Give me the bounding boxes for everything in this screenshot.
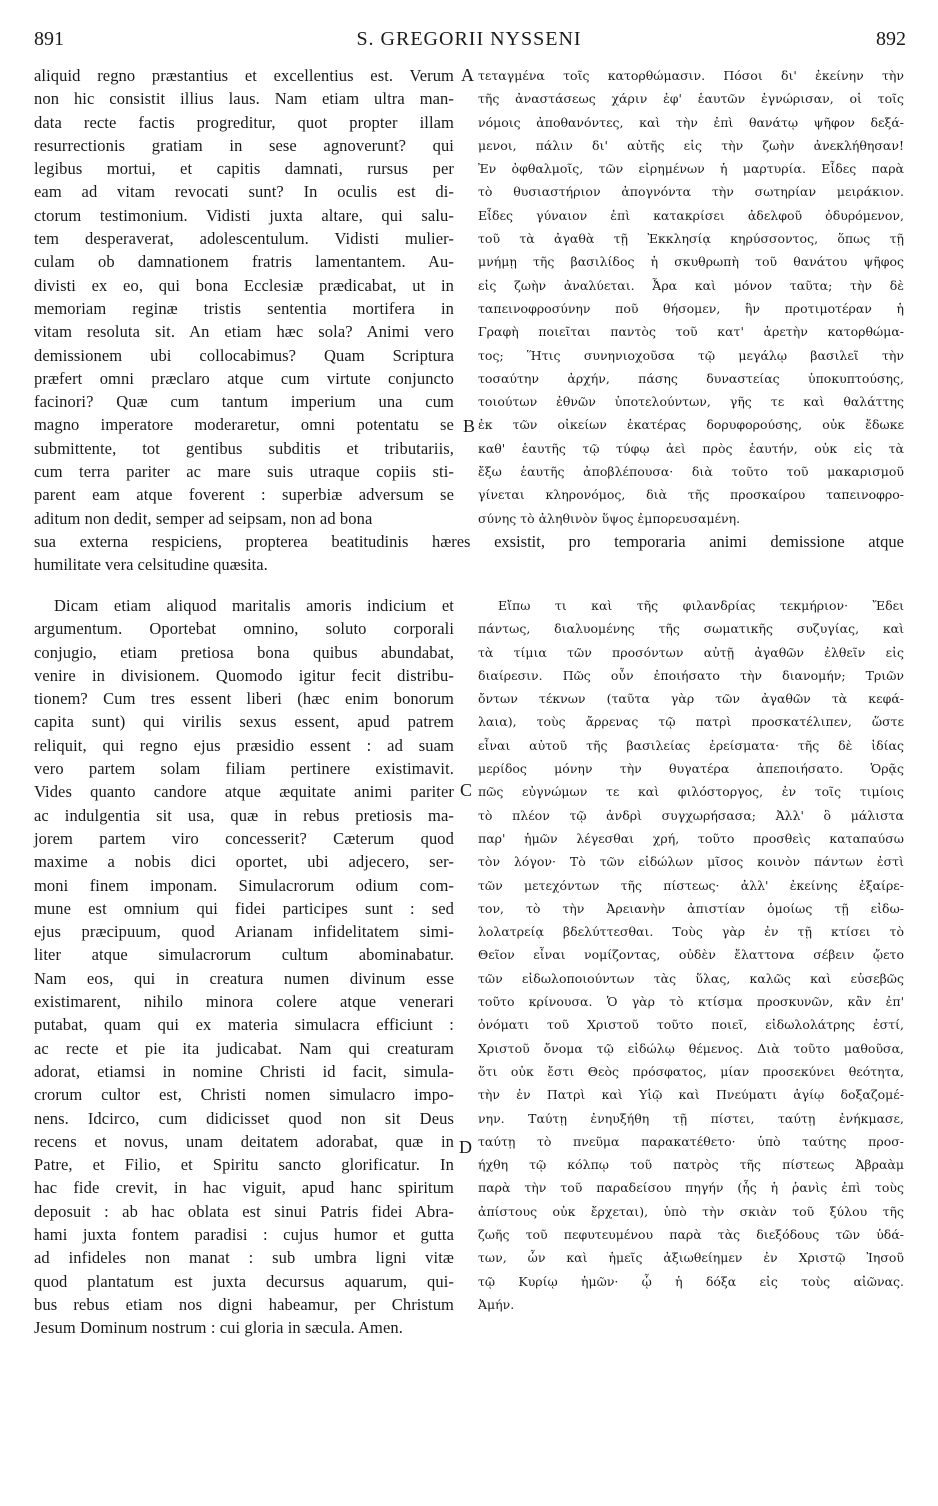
text-line: τὸ πλέον τῷ ἀνδρὶ συγχωρήσασα; Ἀλλ' ὃ μάλιστα (478, 807, 904, 823)
text-line: aditum non dedit, semper ad seipsam, non ad bona (34, 508, 373, 528)
text-line: ac indulgentia sit usa, quæ in rebus pretiosis ma- (34, 805, 454, 825)
greek-column-block-1 (478, 64, 904, 530)
text-line: tem desperaverat, adolescentulum. Vidisti mulier- (34, 229, 454, 249)
text-line: reliquit, qui regno ejus præsidio essent : ad suam (34, 735, 454, 755)
text-line: τος; Ἥτις συνηνιοχοῦσα τῷ μεγάλῳ βασιλεῖ τὴν (478, 347, 904, 363)
text-line: των, ὧν καὶ ἡμεῖς ἀξιωθείημεν ἐν Χριστῷ Ἰησοῦ (478, 1250, 904, 1266)
text-line: non hic consistit illius laus. Nam etiam ultra man- (34, 89, 454, 109)
text-line: Dicam etiam aliquod maritalis amoris indicium et (54, 596, 454, 615)
text-line: ταπεινοφροσύνην ποῦ θήσομεν, ἣν προτιμοτέραν ἡ (478, 300, 904, 316)
spanning-line: humilitate vera celsitudine quæsita. (34, 555, 268, 575)
text-line: magno imperatore moderaretur, omni potentatu se (34, 415, 454, 435)
text-line: memoriam reginæ tristis sententia mortifera in (34, 298, 454, 318)
text-line: moni finem imponam. Simulacrorum odium com- (34, 875, 454, 895)
text-line: hac fide crevit, in hac viguit, apud hanc spiritum (34, 1178, 454, 1198)
text-line: liter atque simulacrorum cultum abominabatur. (34, 945, 454, 965)
text-line: καθ' ἑαυτῆς τῷ τύφῳ ἀεὶ πρὸς ἑαυτήν, οὐκ εἰς τὰ (478, 440, 904, 456)
text-line: ὅτι οὐκ ἔστι Θεὸς πρόσφατος, μίαν προσεκύνει θεότητα, (478, 1063, 904, 1079)
running-title: S. GREGORII NYSSENI (356, 28, 582, 50)
text-line: data recte factis progreditur, quot propter illam (34, 112, 454, 132)
text-line: μνήμῃ τῆς βασιλίδος ἡ σκυθρωπὴ τοῦ θανάτου ψῆφος (478, 254, 904, 270)
section-marker-a: A (461, 65, 474, 85)
text-line: submittente, tot gentibus subditis et tributariis, (34, 438, 454, 458)
text-line: τον, τὸ τὴν Ἀρειανὴν ἀπιστίαν ὁμοίως τῇ εἰδω- (478, 900, 904, 916)
text-line: εἰς ζωὴν ἀναλύεται. Ἆρα καὶ μόνον ταῦτα; τὴν δὲ (478, 277, 904, 293)
section-marker-b: B (463, 416, 476, 436)
text-line: μενοι, πάλιν δι' αὐτῆς εἰς τὴν ζωὴν ἀνεκλήθησαν! (478, 137, 904, 153)
text-line: ὀνόματι τοῦ Χριστοῦ τοῦτο ποιεῖ, εἰδωλολάτρης ἐστί, (478, 1017, 904, 1033)
text-line: διαίρεσιν. Πῶς οὖν ἐποιήσατο τὴν διανομήν; Τριῶν (478, 667, 904, 683)
text-line: πῶς εὐγνώμων τε καὶ φιλόστοργος, ἐν τοῖς τιμίοις (478, 784, 904, 800)
text-line: legibus mortui, et capitis damnati, rursus per (34, 159, 454, 179)
text-line: Nam eos, qui in creatura numen divinum esse (34, 968, 454, 988)
text-line: ταύτῃ τὸ πνεῦμα παρακατέθετο· ὑπὸ ταύτης προσ- (478, 1133, 904, 1149)
text-line: τὰ τίμια τῶν προσόντων αὐτῇ ἀγαθῶν ἐλθεῖν εἰς (478, 644, 904, 660)
text-line: σύνης τὸ ἀληθινὸν ὕψος ἐμπορευσαμένη. (478, 510, 741, 526)
text-line: λαια), τοὺς ἄρρενας τῷ πατρὶ προσκατέλιπεν, ὥστε (478, 714, 904, 730)
text-line: tionem? Cum tres essent liberi (hæc enim bonorum (34, 689, 454, 709)
text-line: recens et novus, unam deitatem adorabat, quæ in (34, 1131, 454, 1151)
text-line: capita sunt) qui virilis sexus essent, apud patrem (34, 712, 454, 732)
text-line: divisti ex eo, qui bona Ecclesiæ prædicabat, ut in (34, 275, 454, 295)
text-line: λολατρείᾳ βδελύττεσθαι. Τοὺς γὰρ ἐν τῇ κτίσει τὸ (478, 924, 904, 940)
text-line: putabat, quam qui ex materia simulacra efficiunt : (34, 1015, 454, 1035)
text-line: parent eam atque foverent : superbiæ adversum se (34, 485, 454, 505)
text-line: mune est omnium qui fidei participes sunt : sed (34, 898, 454, 918)
text-line: vero partem solam filiam pertinere existimavit. (34, 759, 454, 779)
text-line: adorat, etiamsi in nomine Christi id facit, simula- (34, 1061, 454, 1081)
text-line: Ἐν ὀφθαλμοῖς, τῶν εἰρημένων ἡ μαρτυρία. Εἶδες παρὰ (478, 161, 904, 177)
text-line: τοῦ τὰ ἀγαθὰ τῇ Ἐκκλησίᾳ κηρύσσοντος, ὅπως τῇ (478, 231, 904, 247)
text-line: nens. Idcirco, cum didicisset quod non sit Deus (34, 1108, 454, 1128)
text-line: bus rebus etiam nos digni habeamur, per Christum (34, 1294, 454, 1314)
text-line: Εἴπω τι καὶ τῆς φιλανδρίας τεκμήριον· Ἔδει (498, 598, 904, 613)
text-line: παρ' ἡμῶν λέγεσθαι χρή, τοῦτο προσθεὶς καταπαύσω (478, 830, 904, 846)
text-line: τῶν μετεχόντων τῆς πίστεως· ἀλλ' ἐκείνης ἐξαίρε- (478, 877, 904, 893)
text-line: τεταγμένα τοῖς κατορθώμασιν. Πόσοι δι' ἐκείνην τὴν (478, 68, 904, 83)
text-line: hami juxta fontem paradisi : cujus humor et gutta (34, 1225, 454, 1245)
text-line: πάντως, διαλυομένης τῆς σωματικῆς συζυγίας, καὶ (478, 621, 904, 637)
spanning-paragraph (34, 530, 904, 577)
page-number-right: 892 (876, 28, 906, 50)
text-line: quod plantatum est juxta decursus aquarum, qui- (34, 1271, 454, 1291)
text-line: deposuit : ab hac oblata est sinui Patris fidei Abra- (34, 1201, 454, 1221)
text-line: eam ad vitam revocati sunt? In oculis est di- (34, 182, 454, 202)
text-line: παρὰ τὴν τοῦ παραδείσου πηγήν (ἧς ἡ ῥανὶς ἐπὶ τοὺς (478, 1180, 904, 1196)
text-line: γίνεται κληρονόμος, διὰ τῆς προσκαίρου ταπεινοφρο- (478, 487, 904, 503)
text-line: ad infideles non manat : sub umbra ligni vitæ (34, 1248, 454, 1268)
text-line: Γραφὴ ποιεῖται παντὸς τοῦ κατ' ἀρετὴν κατορθώμα- (478, 324, 904, 340)
text-line: venire in divisionem. Quomodo igitur fecit distribu- (34, 665, 454, 685)
section-marker-c: C (460, 780, 473, 800)
text-line: Patre, et Filio, et Spiritu sancto glorificatur. In (34, 1155, 454, 1175)
text-line: argumentum. Oportebat omnino, soluto corporali (34, 619, 454, 639)
text-line: εἶναι αὐτοῦ τῆς βασιλείας ἐρείσματα· τῆς δὲ ἰδίας (478, 737, 904, 753)
text-line: resurrectionis gratiam in sese agnoverunt? qui (34, 135, 454, 155)
text-line: τοιούτων ἐθνῶν ὑποτελούντων, γῆς τε καὶ θαλάττης (478, 394, 904, 410)
text-line: μερίδος μόνην τὴν θυγατέρα ἀπεποιήσατο. Ὁρᾷς (478, 761, 904, 777)
text-line: maxime a nobis dici oportet, ubi adjecero, ser- (34, 852, 454, 872)
text-line: Vides quanto candore atque æquitate animi pariter (34, 782, 454, 802)
text-line: τοσαύτην ἀρχήν, πάσης δυναστείας ὑποκυπτούσης, (478, 370, 904, 386)
text-line: cum terra pariter ac mare suis utraque copiis sti- (34, 462, 454, 482)
text-line: τῆς ἀναστάσεως χάριν ἐφ' ἑαυτῶν ἐγνώρισαν, οἱ τοῖς (478, 91, 904, 107)
text-line: culam ob damnationem fratris lamentantem. Au- (34, 252, 454, 272)
text-line: jorem partem viro concesserit? Cæterum quod (34, 828, 454, 848)
latin-column-block-1 (34, 64, 454, 530)
greek-column-block-2 (478, 594, 904, 1316)
text-line: ἀπίστους οὐκ ἔρχεται), ὑπὸ τὴν σκιὰν τοῦ ξύλου τῆς (478, 1203, 904, 1219)
text-line: ejus præcipuum, quod Arianam infidelitatem simi- (34, 922, 454, 942)
text-line: ζωῆς τοῦ πεφυτευμένου παρὰ τὰς διεξόδους τῶν ὑδά- (478, 1227, 904, 1243)
text-line: ἔξω ἑαυτῆς ἀποβλέπουσα· διὰ τοῦτο τοῦ μακαρισμοῦ (478, 464, 904, 480)
spanning-line: sua externa respiciens, propterea beatitudinis hæres exsistit, pro temporaria animi demissione atque (34, 532, 904, 551)
text-line: demissionem ubi collocabimus? Quam Scriptura (34, 345, 454, 365)
text-line: Jesum Dominum nostrum : cui gloria in sæcula. Amen. (34, 1318, 403, 1338)
text-line: præfert omni præclaro atque cum virtute conjuncto (34, 368, 454, 388)
text-line: Ἀμήν. (478, 1296, 515, 1312)
text-line: existimarent, nihilo minora colere atque venerari (34, 992, 454, 1012)
text-line: Εἶδες γύναιον ἐπὶ κατακρίσει ἀδελφοῦ ὀδυρόμενον, (478, 207, 904, 223)
text-line: τοῦτο κρίνουσα. Ὁ γὰρ τὸ κτίσμα προσκυνῶν, κἂν ἐπ' (478, 994, 904, 1010)
text-line: νην. Ταύτῃ ἐνηυξήθη τῇ πίστει, ταύτῃ ἐνήκμασε, (478, 1110, 904, 1126)
text-line: facinori? Quæ cum tantum imperium una cum (34, 392, 454, 412)
text-line: ctorum testimonium. Vidisti juxta altare, qui salu- (34, 205, 454, 225)
text-line: vitam resoluta sit. An etiam hæc sola? Animi vero (34, 322, 454, 342)
text-line: ήχθη τῷ κόλπῳ τοῦ πατρὸς τῆς πίστεως Ἀβραὰμ (478, 1157, 904, 1173)
text-line: aliquid regno præstantius et excellentius est. Verum (34, 66, 454, 85)
text-line: Χριστοῦ ὄνομα τῷ εἰδώλῳ θέμενος. Διὰ τοῦτο μαθοῦσα, (478, 1040, 904, 1056)
text-line: ὄντων τέκνων (ταῦτα γὰρ τῶν ἀγαθῶν τὰ κεφά- (478, 691, 904, 707)
text-line: τὴν ἐν Πατρὶ καὶ Υἱῷ καὶ Πνεύματι ἁγίῳ δοξαζομέ- (478, 1087, 904, 1103)
text-line: τὸν λόγον· Τὸ τῶν εἰδώλων μῖσος κοινὸν πάντων ἐστὶ (478, 854, 904, 870)
text-line: Θεῖον εἶναι νομίζοντας, οὐδὲν ἔλαττονα σέβειν ᾤετο (478, 947, 904, 963)
text-line: τὸ θυσιαστήριον ἀπογνόντα τὴν σωτηρίαν μειράκιον. (478, 184, 904, 200)
text-line: conjugio, etiam pretiosa bona quibus abundabat, (34, 642, 454, 662)
section-marker-d: D (459, 1137, 472, 1157)
latin-column-block-2 (34, 594, 454, 1340)
text-line: τῶν εἰδωλοποιούντων τὰς ὕλας, καλῶς καὶ εὐσεβῶς (478, 970, 904, 986)
text-line: τῷ Κυρίῳ ἡμῶν· ᾧ ἡ δόξα εἰς τοὺς αἰῶνας. (478, 1273, 904, 1289)
text-line: crorum cultor est, Christi nomen simulacro impo- (34, 1085, 454, 1105)
text-line: ac recte et pie ita judicabat. Nam qui creaturam (34, 1038, 454, 1058)
text-line: νόμοις ἀποθανόντες, καὶ τὴν ἐπὶ θανάτῳ ψῆφον δεξά- (478, 114, 904, 130)
page-number-left: 891 (34, 28, 64, 50)
text-line: ἐκ τῶν οἰκείων ἑκατέρας δορυφορούσης, οὐκ ἔδωκε (478, 417, 904, 433)
